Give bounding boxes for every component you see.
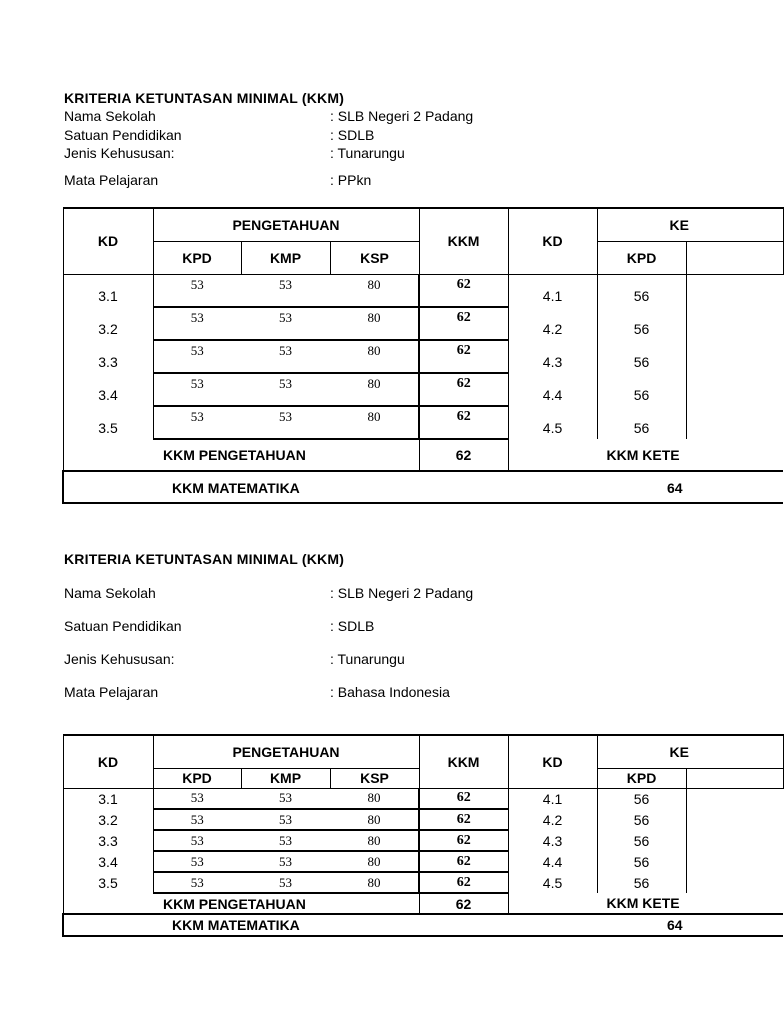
cell-kd-keterampilan: 4.3 [508, 830, 597, 851]
kkm-table-wrapper [62, 734, 689, 940]
cell-ksp: 80 [330, 274, 419, 307]
cell-kmp: 53 [241, 307, 330, 340]
kkm-pengetahuan-label: KKM PENGETAHUAN [153, 439, 419, 471]
cell-kpd: 53 [153, 872, 241, 893]
kkm-matematika-label: KKM MATEMATIKA [172, 917, 300, 933]
section-title: KRITERIA KETUNTASAN MINIMAL (KKM) [64, 551, 345, 567]
cell-ksp: 80 [330, 307, 419, 340]
table-row [63, 406, 783, 439]
cell-kpd: 53 [153, 373, 241, 406]
cell-kmp: 53 [241, 872, 330, 893]
header-ksp: KSP [330, 768, 419, 788]
header-keterampilan: KE [597, 735, 783, 768]
field-value-nama-sekolah: : SLB Negeri 2 Padang [330, 585, 474, 601]
cell-kmp: 53 [241, 788, 330, 809]
field-label-nama-sekolah: Nama Sekolah [64, 585, 156, 601]
cell-kkm: 62 [419, 307, 508, 340]
kkm-matematika-value: 64 [667, 917, 683, 933]
kkm-keterampilan-label: KKM KETE [508, 893, 783, 914]
field-label-nama-sekolah: Nama Sekolah [64, 108, 156, 124]
header-pengetahuan: PENGETAHUAN [153, 208, 419, 241]
field-value-satuan-pendidikan: : SDLB [330, 127, 375, 143]
cell-kd-keterampilan: 4.5 [508, 872, 597, 893]
kkm-table [62, 734, 784, 937]
table-row [63, 872, 783, 893]
cell-kmp: 53 [241, 809, 330, 830]
header-kpd-keterampilan: KPD [597, 768, 686, 788]
cell-kd-keterampilan: 4.4 [508, 851, 597, 872]
header-kkm: KKM [419, 208, 508, 274]
header-kmp: KMP [241, 768, 330, 788]
kkm-table [62, 207, 784, 504]
cell-kpd-keterampilan: 56 [597, 830, 686, 851]
table-row [63, 788, 783, 809]
cell-ksp: 80 [330, 872, 419, 893]
header-kkm: KKM [419, 735, 508, 788]
header-kmp: KMP [241, 241, 330, 274]
cell-kpd-keterampilan: 56 [597, 872, 686, 893]
cell-kkm: 62 [419, 851, 508, 872]
cell-kd-keterampilan: 4.5 [508, 406, 597, 439]
cell-kd: 3.3 [63, 340, 153, 373]
header-kd-keterampilan: KD [508, 208, 597, 274]
cell-kd-keterampilan: 4.4 [508, 373, 597, 406]
cell-kd-keterampilan: 4.3 [508, 340, 597, 373]
field-label-mata-pelajaran: Mata Pelajaran [64, 684, 159, 700]
header-kd-keterampilan: KD [508, 735, 597, 788]
header-ksp: KSP [330, 241, 419, 274]
field-value-jenis-kehususan: : Tunarungu [330, 145, 405, 161]
cell-kpd-keterampilan: 56 [597, 373, 686, 406]
field-value-nama-sekolah: : SLB Negeri 2 Padang [330, 108, 474, 124]
table-row [63, 340, 783, 373]
header-kd: KD [63, 735, 153, 788]
cell-kpd: 53 [153, 830, 241, 851]
cell-kd-keterampilan: 4.2 [508, 809, 597, 830]
field-value-satuan-pendidikan: : SDLB [330, 618, 375, 634]
header-kd: KD [63, 208, 153, 274]
kkm-matematika-value: 64 [667, 480, 683, 496]
table-row [63, 830, 783, 851]
table-row [63, 274, 783, 307]
cell-kd: 3.3 [63, 830, 153, 851]
cell-kpd: 53 [153, 851, 241, 872]
table-row [63, 851, 783, 872]
cell-kpd-keterampilan: 56 [597, 851, 686, 872]
cell-kkm: 62 [419, 373, 508, 406]
cell-kd: 3.5 [63, 872, 153, 893]
field-label-satuan-pendidikan: Satuan Pendidikan [64, 127, 182, 143]
kkm-matematika-label: KKM MATEMATIKA [172, 480, 300, 496]
cell-ksp: 80 [330, 851, 419, 872]
cell-kd: 3.5 [63, 406, 153, 439]
field-label-jenis-kehususan: Jenis Kehususan: [64, 651, 175, 667]
field-label-jenis-kehususan: Jenis Kehususan: [64, 145, 175, 161]
kkm-keterampilan-label: KKM KETE [508, 439, 783, 471]
kkm-pengetahuan-value: 62 [419, 893, 508, 914]
cell-kkm: 62 [419, 788, 508, 809]
cell-ksp: 80 [330, 373, 419, 406]
cell-kkm: 62 [419, 406, 508, 439]
cell-kkm: 62 [419, 340, 508, 373]
cell-kkm: 62 [419, 274, 508, 307]
cell-kd: 3.2 [63, 809, 153, 830]
cell-kpd-keterampilan: 56 [597, 406, 686, 439]
section-title: KRITERIA KETUNTASAN MINIMAL (KKM) [64, 90, 345, 106]
table-row [63, 809, 783, 830]
cell-kpd-keterampilan: 56 [597, 307, 686, 340]
cell-kpd-keterampilan: 56 [597, 340, 686, 373]
field-value-mata-pelajaran: : PPkn [330, 172, 372, 188]
header-kpd: KPD [153, 768, 241, 788]
field-value-jenis-kehususan: : Tunarungu [330, 651, 405, 667]
header-kpd: KPD [153, 241, 241, 274]
cell-ksp: 80 [330, 809, 419, 830]
cell-kpd: 53 [153, 809, 241, 830]
table-row [63, 373, 783, 406]
cell-kpd: 53 [153, 340, 241, 373]
cell-kd: 3.4 [63, 373, 153, 406]
cell-kpd: 53 [153, 307, 241, 340]
header-keterampilan: KE [597, 208, 783, 241]
kkm-pengetahuan-value: 62 [419, 439, 508, 471]
cell-kmp: 53 [241, 274, 330, 307]
cell-kpd-keterampilan: 56 [597, 274, 686, 307]
cell-kpd-keterampilan: 56 [597, 809, 686, 830]
header-pengetahuan: PENGETAHUAN [153, 735, 419, 768]
cell-kd: 3.4 [63, 851, 153, 872]
cell-kmp: 53 [241, 340, 330, 373]
cell-ksp: 80 [330, 406, 419, 439]
cell-ksp: 80 [330, 340, 419, 373]
cell-kpd: 53 [153, 406, 241, 439]
cell-kpd: 53 [153, 274, 241, 307]
cell-kkm: 62 [419, 872, 508, 893]
cell-ksp: 80 [330, 788, 419, 809]
table-row [63, 307, 783, 340]
cell-kpd-keterampilan: 56 [597, 788, 686, 809]
cell-kd: 3.2 [63, 307, 153, 340]
cell-kpd: 53 [153, 788, 241, 809]
cell-kd-keterampilan: 4.1 [508, 788, 597, 809]
kkm-pengetahuan-label: KKM PENGETAHUAN [153, 893, 419, 914]
cell-kkm: 62 [419, 809, 508, 830]
cell-kmp: 53 [241, 851, 330, 872]
field-value-mata-pelajaran: : Bahasa Indonesia [330, 684, 450, 700]
cell-kd-keterampilan: 4.2 [508, 307, 597, 340]
cell-kd-keterampilan: 4.1 [508, 274, 597, 307]
cell-kmp: 53 [241, 406, 330, 439]
field-label-mata-pelajaran: Mata Pelajaran [64, 172, 159, 188]
kkm-table-wrapper [62, 207, 689, 505]
field-label-satuan-pendidikan: Satuan Pendidikan [64, 618, 182, 634]
cell-kd: 3.1 [63, 788, 153, 809]
header-kpd-keterampilan: KPD [597, 241, 686, 274]
cell-ksp: 80 [330, 830, 419, 851]
cell-kmp: 53 [241, 830, 330, 851]
cell-kmp: 53 [241, 373, 330, 406]
cell-kd: 3.1 [63, 274, 153, 307]
cell-kkm: 62 [419, 830, 508, 851]
